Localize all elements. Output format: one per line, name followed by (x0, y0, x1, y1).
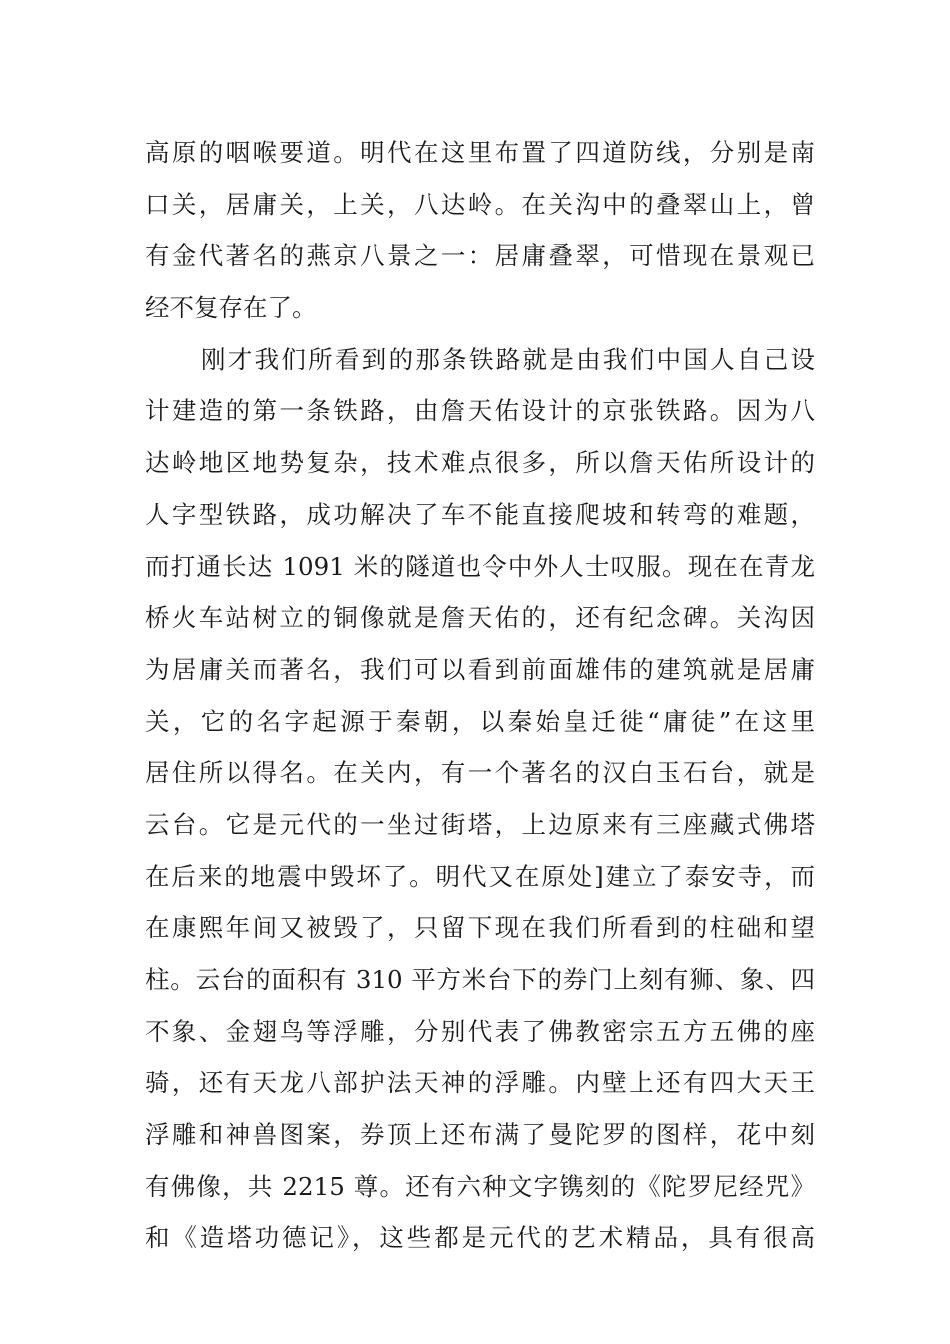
text-line: 柱。云台的面积有 310 平方米台下的券门上刻有狮、象、四 (145, 965, 815, 994)
text-line: 达岭地区地势复杂，技术难点很多，所以詹天佑所设计的 (145, 448, 815, 478)
text-line: 在康熙年间又被毁了，只留下现在我们所看到的柱础和望 (145, 913, 815, 943)
text-line: 口关，居庸关，上关，八达岭。在关沟中的叠翠山上，曾 (145, 189, 815, 219)
text-line: 不象、金翅鸟等浮雕，分别代表了佛教密宗五方五佛的座 (145, 1016, 815, 1046)
text-line: 在后来的地震中毁坏了。明代又在原处]建立了泰安寺，而 (145, 861, 815, 891)
text-line: 和《造塔功德记》，这些都是元代的艺术精品，具有很高 (145, 1223, 815, 1253)
text-line: 有佛像，共 2215 尊。还有六种文字镌刻的《陀罗尼经咒》 (145, 1171, 815, 1201)
text-line: 为居庸关而著名，我们可以看到前面雄伟的建筑就是居庸 (145, 654, 815, 684)
text-line: 桥火车站树立的铜像就是詹天佑的，还有纪念碑。关沟因 (145, 603, 815, 633)
text-line: 浮雕和神兽图案，券顶上还布满了曼陀罗的图样，花中刻 (145, 1120, 815, 1150)
text-line: 高原的咽喉要道。明代在这里布置了四道防线，分别是南 (145, 138, 815, 167)
text-line: 居住所以得名。在关内，有一个著名的汉白玉石台，就是 (145, 758, 815, 788)
text-line: 计建造的第一条铁路，由詹天佑设计的京张铁路。因为八 (145, 396, 815, 426)
text-line: 有金代著名的燕京八景之一：居庸叠翠，可惜现在景观已 (145, 241, 815, 271)
text-line: 云台。它是元代的一坐过街塔，上边原来有三座藏式佛塔 (145, 809, 815, 839)
body-text (145, 127, 815, 1264)
text-line: 人字型铁路，成功解决了车不能直接爬坡和转弯的难题， (145, 499, 815, 529)
text-line: 而打通长达 1091 米的隧道也令中外人士叹服。现在在青龙 (145, 551, 815, 581)
text-line: 骑，还有天龙八部护法天神的浮雕。内壁上还有四大天王 (145, 1068, 815, 1098)
paragraph-first-line: 刚才我们所看到的那条铁路就是由我们中国人自己设 (201, 344, 815, 374)
text-line: 经不复存在了。 (145, 293, 317, 323)
text-line: 关，它的名字起源于秦朝，以秦始皇迁徙“庸徒”在这里 (145, 706, 815, 736)
